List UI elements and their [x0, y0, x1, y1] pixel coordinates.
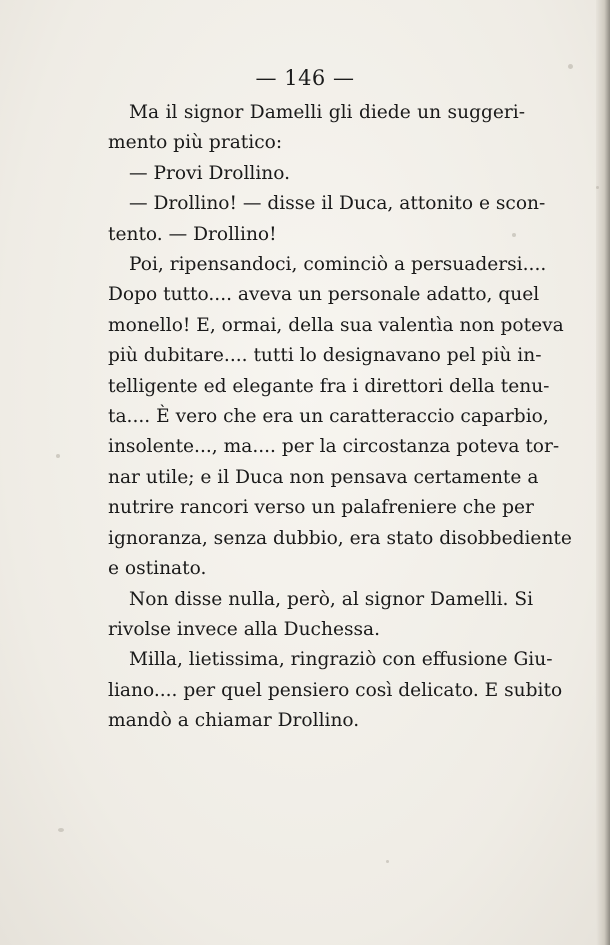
- paragraph: [108, 645, 563, 736]
- text-line: — Drollino! — disse il Duca, attonito e scon-: [129, 193, 546, 215]
- text-line: Milla, lietissima, ringraziò con effusione Giu-: [129, 649, 553, 671]
- paragraph: [108, 585, 534, 646]
- paragraph: [108, 250, 572, 584]
- paragraph: [108, 159, 525, 189]
- paper-speck: [58, 828, 64, 832]
- text-line: — Provi Drollino.: [129, 162, 291, 184]
- text-line: rivolse invece alla Duchessa.: [108, 618, 381, 640]
- page-number: — 146 —: [255, 66, 355, 90]
- text-line: Poi, ripensandoci, cominciò a persuadersi....: [129, 254, 547, 276]
- text-line: ta.... È vero che era un caratteraccio caparbio,: [108, 406, 549, 428]
- text-line: tento. — Drollino!: [108, 223, 277, 245]
- text-line: ignoranza, senza dubbio, era stato disobbediente: [108, 527, 572, 549]
- text-line: liano.... per quel pensiero così delicato. E subito: [108, 679, 563, 701]
- text-line: monello! E, ormai, della sua valentìa non poteva: [108, 314, 564, 336]
- paragraph: [108, 98, 525, 159]
- text-line: mento più pratico:: [108, 132, 283, 154]
- text-line: telligente ed elegante fra i direttori della tenu-: [108, 375, 550, 397]
- paper-speck: [56, 454, 60, 458]
- paper-speck: [386, 860, 389, 863]
- text-line: e ostinato.: [108, 558, 207, 580]
- text-line: più dubitare.... tutti lo designavano pel più in-: [108, 345, 542, 367]
- text-line: nutrire rancori verso un palafreniere che per: [108, 497, 534, 519]
- page-edge-shadow: [596, 0, 610, 945]
- paragraph: [108, 189, 546, 250]
- text-line: Non disse nulla, però, al signor Damelli. Si: [129, 588, 534, 610]
- text-line: nar utile; e il Duca non pensava certamente a: [108, 466, 539, 488]
- text-line: mandò a chiamar Drollino.: [108, 710, 360, 732]
- paper-speck: [596, 186, 599, 189]
- text-line: Dopo tutto.... aveva un personale adatto, quel: [108, 284, 540, 306]
- text-line: Ma il signor Damelli gli diede un suggeri-: [129, 102, 525, 123]
- body-text: [108, 98, 572, 737]
- text-line: insolente..., ma.... per la circostanza poteva tor-: [108, 436, 560, 458]
